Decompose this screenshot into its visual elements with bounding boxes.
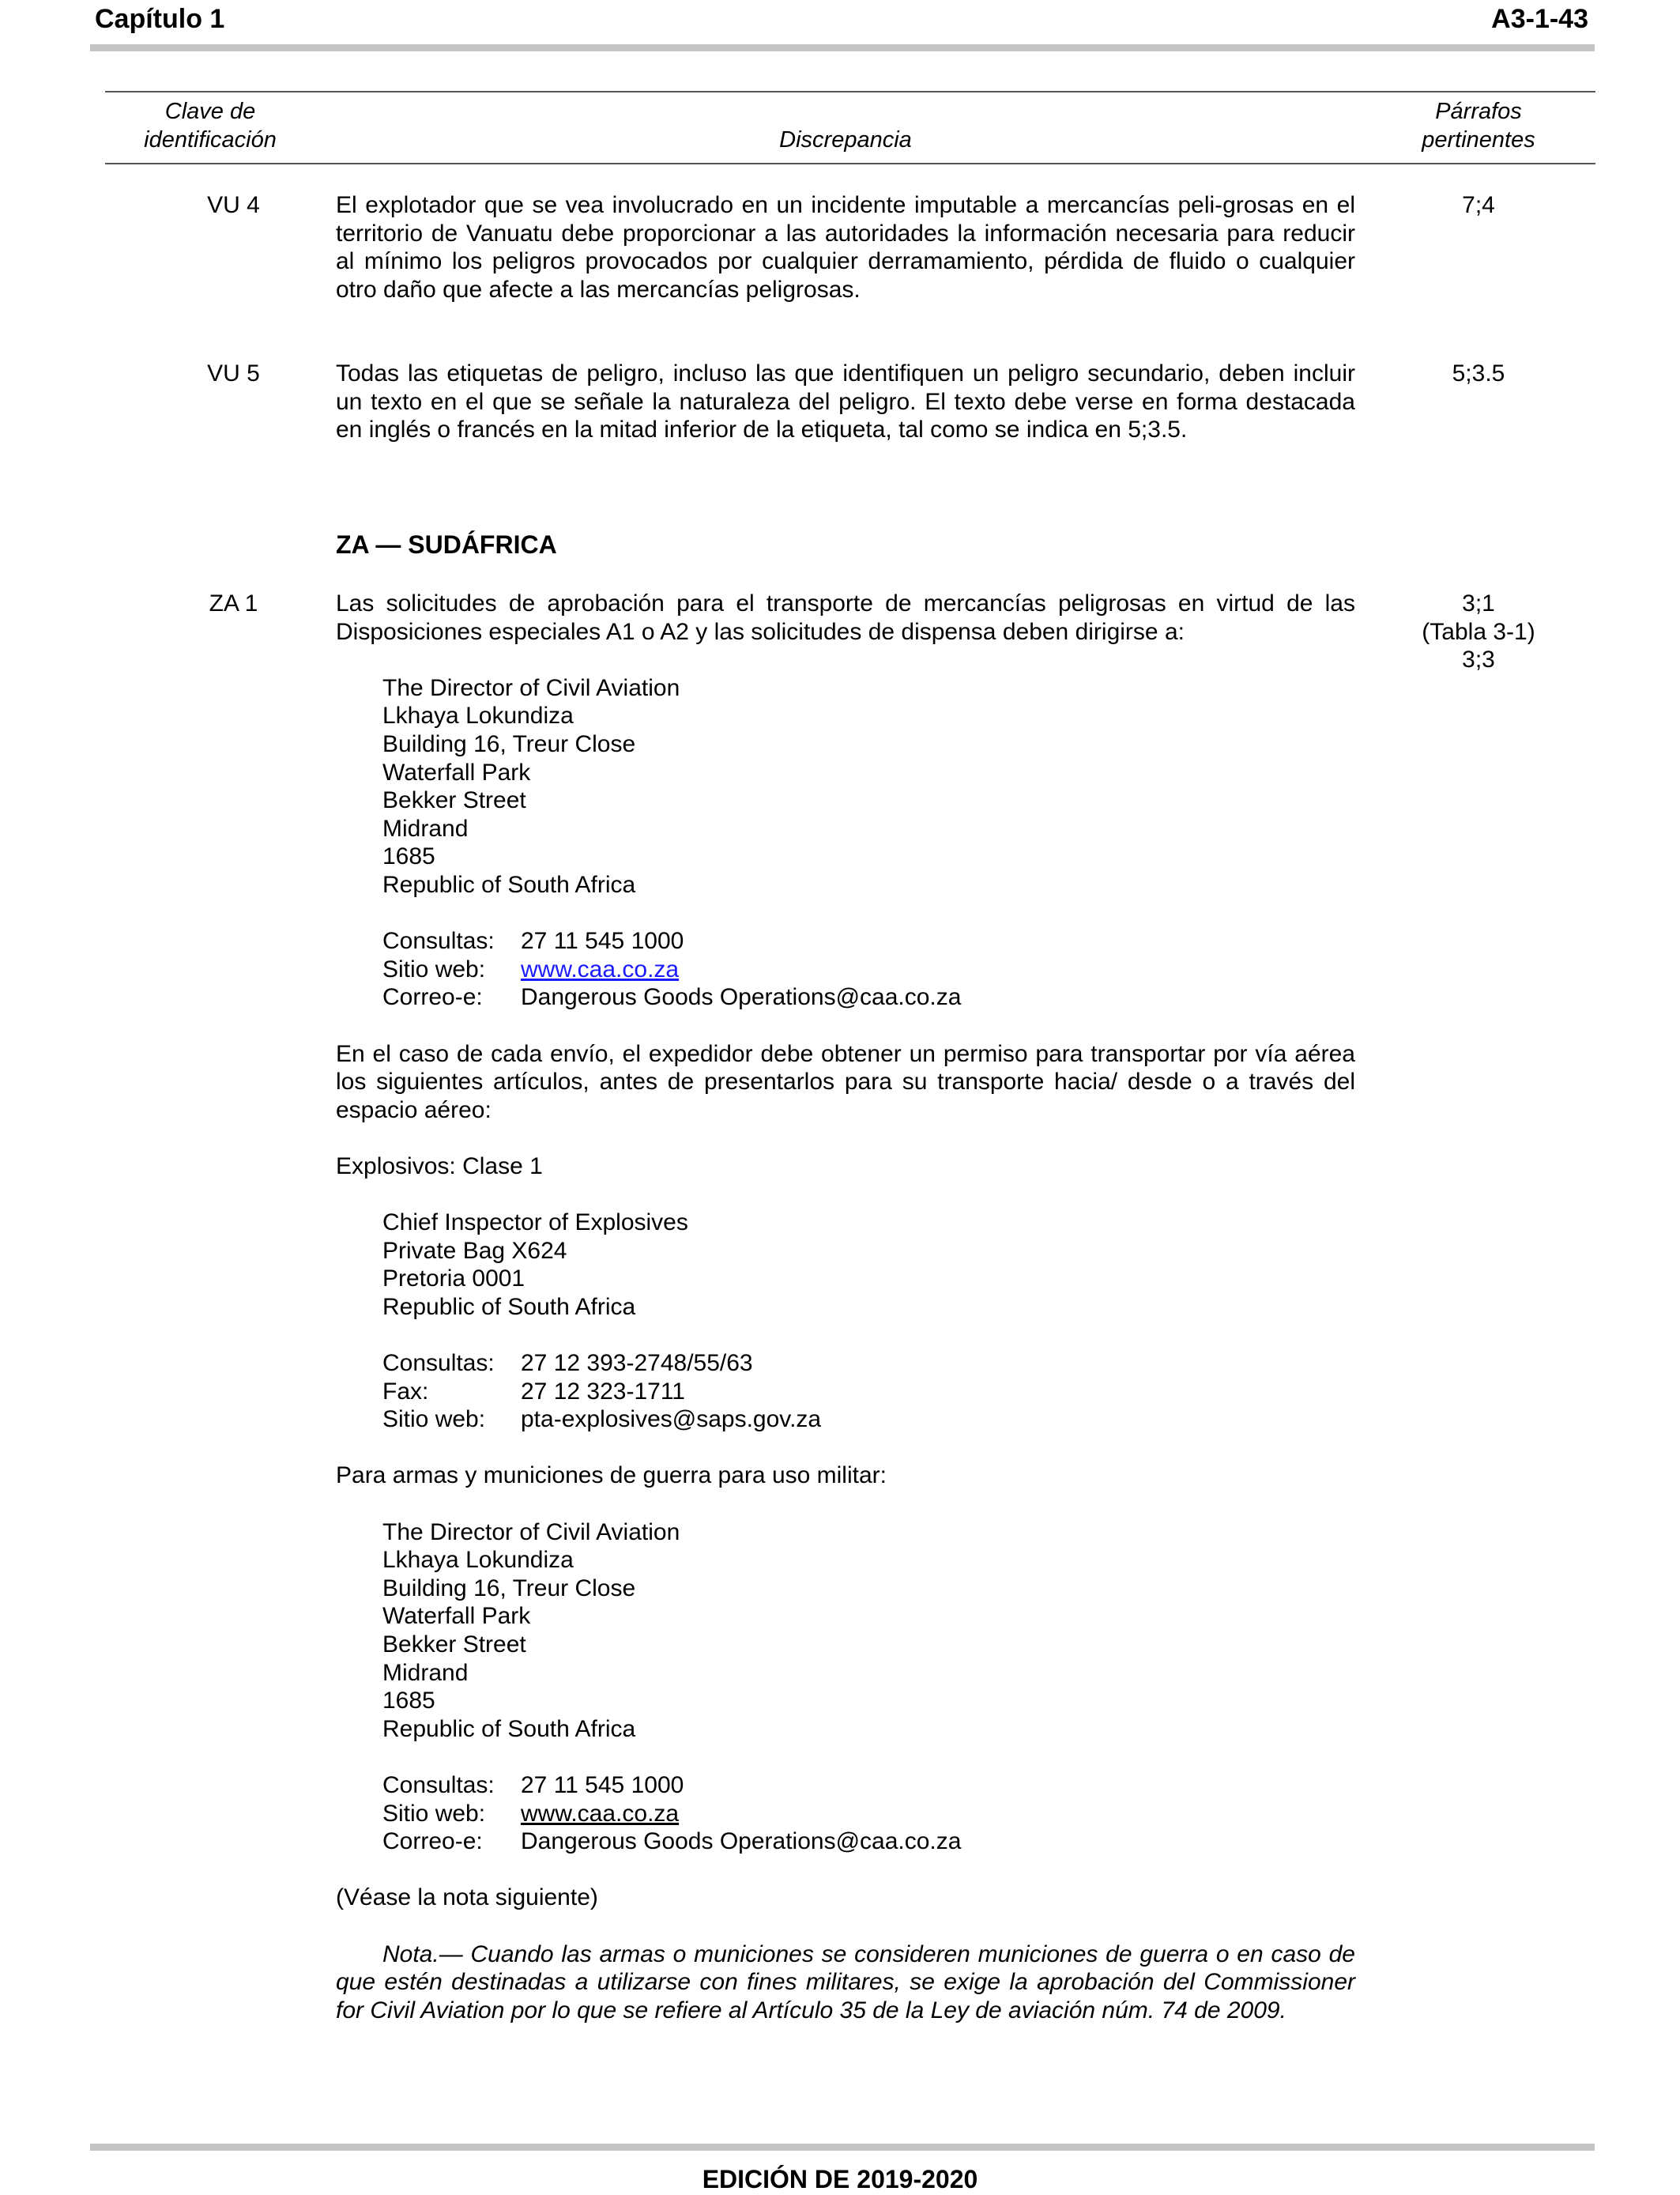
address-block-explosives xyxy=(336,1209,1355,1434)
phone-label: Consultas: xyxy=(382,1350,495,1377)
fax-label: Fax: xyxy=(382,1378,429,1405)
edition-footer: EDICIÓN DE 2019-2020 xyxy=(702,2165,978,2193)
website-label: Sitio web: xyxy=(382,956,486,982)
address-block-caa-1 xyxy=(336,674,1355,1012)
za1-ref-2: (Tabla 3-1) xyxy=(1422,618,1535,645)
footer-rule xyxy=(90,2144,1595,2151)
za1-ref-3: 3;3 xyxy=(1462,647,1495,673)
vu5-key: VU 5 xyxy=(207,360,260,387)
address-line: Lkhaya Lokundiza xyxy=(382,703,574,730)
address-line: Waterfall Park xyxy=(382,759,531,786)
address-line: Private Bag X624 xyxy=(382,1237,567,1264)
refs-header-line2: pertinentes xyxy=(1422,127,1535,153)
vu5-text: Todas las etiquetas de peligro, incluso las que identifiquen un peligro secundario, deben incluir un texto en el que se señale la naturaleza del peligro. El texto debe verse en forma destacada en inglés o francés en la mitad inferior de la etiqueta, tal como se indica en 5;3.5. xyxy=(336,360,1355,443)
website-link[interactable]: www.caa.co.za xyxy=(521,1800,680,1827)
address-line: Building 16, Treur Close xyxy=(382,730,636,757)
vu4-ref: 7;4 xyxy=(1462,192,1495,218)
vu5-ref: 5;3.5 xyxy=(1452,360,1505,387)
key-header-line2: identificación xyxy=(144,127,277,153)
weapons-heading: Para armas y municiones de guerra para uso militar: xyxy=(336,1462,887,1489)
address-line: Bekker Street xyxy=(382,1631,526,1658)
discrepancy-column-header: Discrepancia xyxy=(779,127,912,153)
address-line: The Director of Civil Aviation xyxy=(382,674,680,701)
contact-website xyxy=(382,1800,1355,1828)
za1-key: ZA 1 xyxy=(209,590,258,617)
address-line: Republic of South Africa xyxy=(382,1293,636,1320)
address-line: 1685 xyxy=(382,843,435,870)
phone-value: 27 11 545 1000 xyxy=(521,1771,684,1798)
phone-label: Consultas: xyxy=(382,928,495,955)
address-line: Building 16, Treur Close xyxy=(382,1575,636,1601)
email-label: Correo-e: xyxy=(382,984,483,1011)
vu4-text: El explotador que se vea involucrado en un incidente imputable a mercancías peli-grosas en el territorio de Vanuatu debe proporcionar a las autoridades la información necesaria para reducir al mínimo los peligros provocados por cualquier derramamiento, pérdida de fluido o cualquier otro daño que afecte a las mercancías peligrosas. xyxy=(336,192,1355,303)
website-value: pta-explosives@saps.gov.za xyxy=(521,1406,822,1433)
email-value: Dangerous Goods Operations@caa.co.za xyxy=(521,984,962,1011)
address-line: Waterfall Park xyxy=(382,1603,531,1630)
contact-email xyxy=(382,1827,1355,1856)
header-rule xyxy=(90,44,1595,51)
key-column-header xyxy=(105,97,315,154)
phone-label: Consultas: xyxy=(382,1771,495,1798)
phone-value: 27 12 393-2748/55/63 xyxy=(521,1350,753,1377)
key-header-line1: Clave de xyxy=(164,99,256,124)
contact-phone xyxy=(382,927,1355,956)
chapter-label: Capítulo 1 xyxy=(95,4,225,34)
section-title-za: ZA — SUDÁFRICA xyxy=(336,530,557,559)
contact-phone xyxy=(382,1771,1355,1800)
contact-fax xyxy=(382,1378,1355,1406)
phone-value: 27 11 545 1000 xyxy=(521,928,684,955)
website-link[interactable]: www.caa.co.za xyxy=(521,956,680,982)
za1-refs xyxy=(1389,590,1568,674)
contact-website xyxy=(382,1405,1355,1434)
refs-header-line1: Párrafos xyxy=(1435,99,1522,124)
address-line: Republic of South Africa xyxy=(382,1715,636,1742)
permit-paragraph: En el caso de cada envío, el expedidor debe obtener un permiso para transportar por vía aérea los siguientes artículos, antes de presentarlos para su transporte hacia/ desde o a través del espacio aéreo: xyxy=(336,1040,1355,1123)
address-line: Midrand xyxy=(382,815,469,842)
email-label: Correo-e: xyxy=(382,1828,483,1855)
website-label: Sitio web: xyxy=(382,1800,486,1827)
contact-email xyxy=(382,983,1355,1012)
table-header-rule xyxy=(105,163,1595,164)
fax-value: 27 12 323-1711 xyxy=(521,1378,685,1405)
refs-column-header xyxy=(1389,97,1568,154)
address-line: Bekker Street xyxy=(382,787,526,814)
address-line: Lkhaya Lokundiza xyxy=(382,1547,574,1574)
table-top-rule xyxy=(105,91,1595,92)
vu4-key: VU 4 xyxy=(207,192,260,218)
address-block-caa-2 xyxy=(336,1518,1355,1856)
note-paragraph: Nota.— Cuando las armas o municiones se consideren municiones de guerra o en caso de que estén destinadas a utilizarse con fines militares, se exige la aprobación del Commissioner for Civil Aviation por lo que se refiere al Artículo 35 de la Ley de aviación núm. 74 de 2009. xyxy=(336,1940,1355,2023)
address-line: The Director of Civil Aviation xyxy=(382,1518,680,1545)
address-line: 1685 xyxy=(382,1688,435,1714)
contact-website xyxy=(382,956,1355,984)
address-line: Republic of South Africa xyxy=(382,871,636,898)
website-label: Sitio web: xyxy=(382,1406,486,1433)
see-note-text: (Véase la nota siguiente) xyxy=(336,1884,598,1911)
explosives-heading: Explosivos: Clase 1 xyxy=(336,1152,543,1179)
address-line: Pretoria 0001 xyxy=(382,1265,525,1292)
address-line: Midrand xyxy=(382,1659,469,1686)
za1-intro: Las solicitudes de aprobación para el transporte de mercancías peligrosas en virtud de las Disposiciones especiales A1 o A2 y las solicitudes de dispensa deben dirigirse a: xyxy=(336,590,1355,645)
za1-ref-1: 3;1 xyxy=(1462,590,1495,617)
za1-body xyxy=(336,590,1355,2024)
email-value: Dangerous Goods Operations@caa.co.za xyxy=(521,1828,962,1855)
address-line: Chief Inspector of Explosives xyxy=(382,1209,688,1236)
page-number: A3-1-43 xyxy=(1491,4,1588,34)
contact-phone xyxy=(382,1349,1355,1378)
